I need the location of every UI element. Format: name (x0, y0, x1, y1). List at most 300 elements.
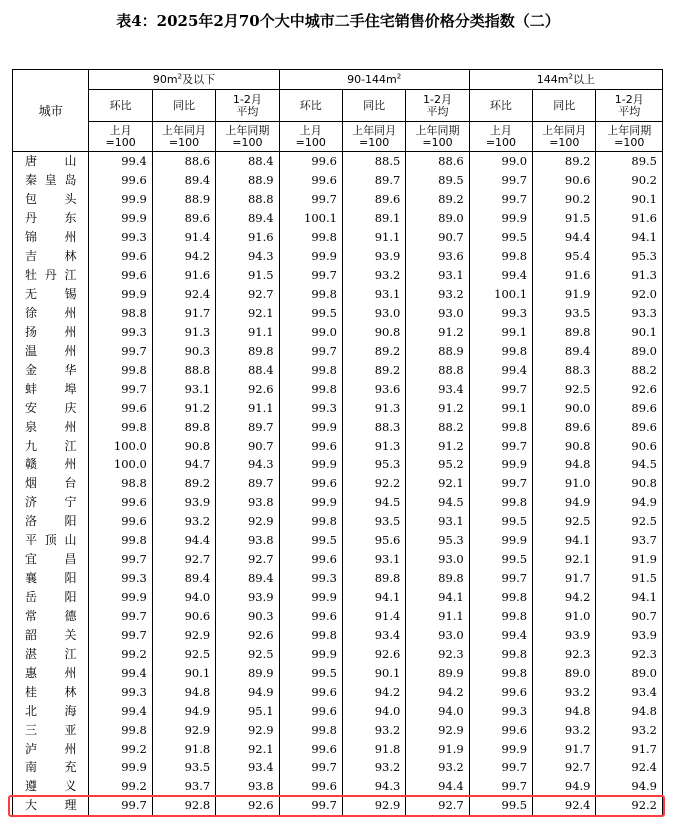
index-value: 91.7 (533, 739, 596, 758)
index-value: 95.3 (342, 455, 405, 474)
table-row (13, 304, 663, 323)
index-value: 90.7 (596, 607, 663, 626)
index-value: 89.1 (342, 209, 405, 228)
index-value: 99.7 (469, 436, 532, 455)
index-value: 99.8 (89, 417, 152, 436)
index-value: 99.8 (279, 379, 342, 398)
city-name: 徐州 (13, 304, 89, 323)
index-value: 99.6 (279, 701, 342, 720)
index-value: 99.9 (279, 455, 342, 474)
index-value: 93.4 (342, 625, 405, 644)
index-value: 94.1 (406, 588, 469, 607)
index-value: 99.9 (89, 190, 152, 209)
subheader-mom: 环比 (279, 90, 342, 122)
index-value: 92.4 (596, 758, 663, 777)
index-value: 90.1 (596, 322, 663, 341)
index-value: 89.0 (596, 663, 663, 682)
city-name: 北海 (13, 701, 89, 720)
index-value: 94.2 (152, 247, 215, 266)
subheader-yoy: 同比 (533, 90, 596, 122)
index-value: 94.1 (342, 588, 405, 607)
city-name: 烟台 (13, 474, 89, 493)
index-value: 99.5 (469, 796, 532, 815)
index-value: 99.9 (469, 455, 532, 474)
index-value: 92.2 (596, 796, 663, 815)
table-row (13, 550, 663, 569)
index-value: 91.8 (342, 739, 405, 758)
table-row (13, 436, 663, 455)
index-value: 98.8 (89, 474, 152, 493)
index-value: 94.5 (406, 493, 469, 512)
index-value: 92.3 (533, 644, 596, 663)
index-value: 93.9 (342, 247, 405, 266)
index-value: 93.0 (406, 625, 469, 644)
index-value: 99.6 (279, 474, 342, 493)
index-value: 99.3 (469, 701, 532, 720)
index-value: 88.5 (342, 152, 405, 171)
index-value: 93.5 (342, 512, 405, 531)
subheader-mom: 环比 (469, 90, 532, 122)
unit-header-avg: 上年同期 =100 (406, 122, 469, 152)
index-value: 98.8 (89, 304, 152, 323)
index-value: 91.7 (533, 569, 596, 588)
index-value: 93.5 (152, 758, 215, 777)
index-value: 90.7 (216, 436, 279, 455)
index-value: 99.4 (469, 625, 532, 644)
unit-header-mom: 上月 =100 (279, 122, 342, 152)
city-name: 岳阳 (13, 588, 89, 607)
city-name: 牡丹江 (13, 266, 89, 285)
table-row (13, 625, 663, 644)
index-value: 94.2 (533, 588, 596, 607)
index-value: 93.4 (596, 682, 663, 701)
index-value: 94.3 (216, 247, 279, 266)
index-value: 99.6 (279, 152, 342, 171)
table-row (13, 682, 663, 701)
table-row (13, 285, 663, 304)
table-row (13, 701, 663, 720)
table-row (13, 417, 663, 436)
index-value: 100.0 (89, 436, 152, 455)
index-value: 94.4 (152, 531, 215, 550)
index-value: 99.3 (89, 569, 152, 588)
subheader-mom: 环比 (89, 90, 152, 122)
index-value: 92.4 (533, 796, 596, 815)
index-value: 99.8 (279, 720, 342, 739)
city-name: 唐山 (13, 152, 89, 171)
index-value: 99.7 (469, 171, 532, 190)
index-value: 89.2 (152, 474, 215, 493)
index-value: 99.9 (89, 209, 152, 228)
city-name: 大理 (13, 796, 89, 815)
index-value: 90.3 (216, 607, 279, 626)
index-value: 93.7 (596, 531, 663, 550)
index-value: 91.9 (406, 739, 469, 758)
index-value: 99.8 (279, 512, 342, 531)
index-value: 92.1 (216, 304, 279, 323)
city-name: 丹东 (13, 209, 89, 228)
index-value: 88.3 (533, 360, 596, 379)
table-row (13, 758, 663, 777)
index-value: 92.3 (596, 644, 663, 663)
index-value: 93.0 (406, 550, 469, 569)
index-value: 93.1 (342, 550, 405, 569)
index-value: 92.9 (216, 720, 279, 739)
index-value: 99.7 (279, 758, 342, 777)
table-row (13, 474, 663, 493)
city-name: 泉州 (13, 417, 89, 436)
index-value: 99.2 (89, 739, 152, 758)
unit-header-mom: 上月 =100 (89, 122, 152, 152)
index-value: 99.8 (469, 607, 532, 626)
index-value: 94.9 (596, 493, 663, 512)
unit-header-yoy: 上年同月 =100 (152, 122, 215, 152)
index-value: 89.8 (216, 341, 279, 360)
index-value: 89.4 (216, 209, 279, 228)
index-value: 94.5 (342, 493, 405, 512)
index-value: 99.9 (469, 531, 532, 550)
table-row (13, 720, 663, 739)
index-value: 92.6 (342, 644, 405, 663)
index-value: 89.6 (152, 209, 215, 228)
index-value: 99.7 (469, 569, 532, 588)
index-value: 94.8 (596, 701, 663, 720)
index-value: 99.1 (469, 398, 532, 417)
index-value: 94.8 (533, 701, 596, 720)
group-header-over144: $144m^2$以上 (469, 70, 662, 90)
index-value: 91.1 (216, 322, 279, 341)
index-value: 89.2 (406, 190, 469, 209)
city-name: 包头 (13, 190, 89, 209)
index-value: 92.1 (533, 550, 596, 569)
index-value: 99.6 (279, 739, 342, 758)
table-row (13, 588, 663, 607)
index-value: 99.2 (89, 777, 152, 796)
index-value: 93.7 (152, 777, 215, 796)
index-value: 94.9 (533, 493, 596, 512)
index-value: 99.6 (469, 682, 532, 701)
index-value: 89.9 (216, 663, 279, 682)
subheader-yoy: 同比 (152, 90, 215, 122)
table-row (13, 209, 663, 228)
index-value: 99.5 (469, 228, 532, 247)
index-value: 99.5 (279, 663, 342, 682)
city-name: 温州 (13, 341, 89, 360)
city-name: 九江 (13, 436, 89, 455)
index-value: 91.1 (216, 398, 279, 417)
index-value: 100.0 (89, 455, 152, 474)
index-value: 91.2 (406, 398, 469, 417)
index-value: 88.9 (216, 171, 279, 190)
index-value: 89.6 (596, 417, 663, 436)
index-value: 89.4 (533, 341, 596, 360)
group-header-under90: $90m^2$及以下 (89, 70, 279, 90)
city-name: 无锡 (13, 285, 89, 304)
index-value: 91.9 (533, 285, 596, 304)
index-value: 94.1 (596, 588, 663, 607)
index-value: 89.8 (342, 569, 405, 588)
index-value: 92.6 (596, 379, 663, 398)
index-value: 92.0 (596, 285, 663, 304)
index-value: 92.9 (152, 625, 215, 644)
city-name: 三亚 (13, 720, 89, 739)
city-name: 泸州 (13, 739, 89, 758)
city-name: 锦州 (13, 228, 89, 247)
index-value: 94.0 (406, 701, 469, 720)
table-row (13, 190, 663, 209)
index-value: 91.2 (406, 322, 469, 341)
index-value: 88.4 (216, 360, 279, 379)
city-name: 赣州 (13, 455, 89, 474)
index-value: 93.0 (342, 304, 405, 323)
index-value: 92.3 (406, 644, 469, 663)
table-row (13, 398, 663, 417)
table-row (13, 796, 663, 815)
index-value: 99.3 (89, 682, 152, 701)
index-value: 99.6 (279, 171, 342, 190)
index-value: 91.4 (342, 607, 405, 626)
city-column-header: 城市 (13, 70, 89, 152)
index-value: 99.3 (89, 322, 152, 341)
index-value: 99.9 (279, 644, 342, 663)
index-value: 94.7 (152, 455, 215, 474)
index-value: 91.2 (152, 398, 215, 417)
table-row (13, 569, 663, 588)
city-name: 济宁 (13, 493, 89, 512)
index-value: 93.9 (216, 588, 279, 607)
table-row (13, 531, 663, 550)
index-value: 99.8 (89, 720, 152, 739)
index-value: 89.8 (152, 417, 215, 436)
table-row (13, 266, 663, 285)
index-value: 92.8 (152, 796, 215, 815)
table-row (13, 379, 663, 398)
index-value: 90.8 (596, 474, 663, 493)
subheader-avg: 1-2月 平均 (406, 90, 469, 122)
index-value: 92.9 (342, 796, 405, 815)
index-value: 89.6 (596, 398, 663, 417)
index-value: 90.8 (152, 436, 215, 455)
index-value: 99.6 (279, 607, 342, 626)
index-value: 99.6 (469, 720, 532, 739)
table-title: 表4：2025年2月70个大中城市二手住宅销售价格分类指数（二） (116, 12, 560, 30)
table-row (13, 493, 663, 512)
city-name: 吉林 (13, 247, 89, 266)
index-value: 92.2 (342, 474, 405, 493)
index-value: 92.9 (216, 512, 279, 531)
index-value: 92.7 (216, 285, 279, 304)
index-value: 93.2 (342, 720, 405, 739)
index-value: 89.5 (406, 171, 469, 190)
index-value: 92.6 (216, 625, 279, 644)
index-value: 99.5 (279, 531, 342, 550)
index-value: 92.5 (152, 644, 215, 663)
index-value: 88.9 (152, 190, 215, 209)
index-value: 99.6 (89, 247, 152, 266)
city-name: 桂林 (13, 682, 89, 701)
index-value: 94.2 (342, 682, 405, 701)
index-value: 100.1 (279, 209, 342, 228)
subheader-yoy: 同比 (342, 90, 405, 122)
index-value: 92.7 (216, 550, 279, 569)
index-value: 99.9 (469, 209, 532, 228)
index-value: 95.3 (406, 531, 469, 550)
index-value: 99.4 (469, 360, 532, 379)
index-value: 92.5 (533, 379, 596, 398)
index-value: 93.3 (596, 304, 663, 323)
index-value: 93.2 (533, 682, 596, 701)
index-value: 94.9 (216, 682, 279, 701)
index-value: 99.7 (279, 341, 342, 360)
index-value: 92.1 (406, 474, 469, 493)
index-value: 99.6 (89, 266, 152, 285)
index-value: 91.1 (406, 607, 469, 626)
index-value: 99.9 (279, 247, 342, 266)
table-header (13, 70, 663, 152)
index-value: 92.7 (152, 550, 215, 569)
index-value: 93.0 (406, 304, 469, 323)
index-value: 99.4 (469, 266, 532, 285)
index-value: 99.3 (469, 304, 532, 323)
index-value: 91.6 (533, 266, 596, 285)
index-value: 99.5 (469, 512, 532, 531)
index-value: 88.8 (216, 190, 279, 209)
index-value: 91.6 (596, 209, 663, 228)
index-value: 91.3 (596, 266, 663, 285)
city-name: 洛阳 (13, 512, 89, 531)
index-value: 89.0 (406, 209, 469, 228)
index-value: 99.7 (469, 758, 532, 777)
index-value: 89.8 (406, 569, 469, 588)
index-value: 99.5 (279, 304, 342, 323)
index-value: 91.5 (596, 569, 663, 588)
table-row (13, 341, 663, 360)
index-value: 99.8 (279, 285, 342, 304)
city-name: 秦皇岛 (13, 171, 89, 190)
index-value: 90.0 (533, 398, 596, 417)
index-value: 99.7 (89, 607, 152, 626)
unit-header-yoy: 上年同月 =100 (533, 122, 596, 152)
index-value: 90.6 (152, 607, 215, 626)
index-value: 90.2 (596, 171, 663, 190)
index-value: 90.8 (533, 436, 596, 455)
index-value: 99.3 (279, 398, 342, 417)
index-value: 91.1 (342, 228, 405, 247)
index-value: 99.9 (279, 588, 342, 607)
city-name: 韶关 (13, 625, 89, 644)
index-value: 99.7 (279, 266, 342, 285)
index-value: 94.9 (533, 777, 596, 796)
index-value: 92.1 (216, 739, 279, 758)
index-value: 94.4 (406, 777, 469, 796)
city-name: 襄阳 (13, 569, 89, 588)
index-value: 99.7 (89, 341, 152, 360)
city-name: 安庆 (13, 398, 89, 417)
index-value: 99.9 (469, 739, 532, 758)
group-header-90-144: $90-144m^2$ (279, 70, 469, 90)
index-value: 88.6 (406, 152, 469, 171)
index-value: 89.6 (342, 190, 405, 209)
index-value: 99.4 (89, 152, 152, 171)
index-value: 89.2 (533, 152, 596, 171)
index-value: 93.2 (596, 720, 663, 739)
index-value: 99.8 (469, 247, 532, 266)
index-value: 99.0 (469, 152, 532, 171)
index-value: 99.1 (469, 322, 532, 341)
index-value: 90.3 (152, 341, 215, 360)
index-value: 99.7 (89, 379, 152, 398)
index-value: 99.6 (89, 398, 152, 417)
index-value: 92.5 (216, 644, 279, 663)
subheader-avg: 1-2月 平均 (596, 90, 663, 122)
index-value: 99.4 (89, 663, 152, 682)
table-row (13, 739, 663, 758)
index-value: 99.6 (279, 777, 342, 796)
index-value: 94.9 (596, 777, 663, 796)
index-value: 94.3 (342, 777, 405, 796)
index-value: 93.2 (342, 758, 405, 777)
index-value: 99.7 (89, 796, 152, 815)
index-value: 89.4 (216, 569, 279, 588)
index-value: 91.7 (596, 739, 663, 758)
index-value: 94.9 (152, 701, 215, 720)
index-value: 94.8 (152, 682, 215, 701)
index-value: 88.4 (216, 152, 279, 171)
index-value: 93.2 (406, 285, 469, 304)
index-value: 93.1 (406, 266, 469, 285)
index-value: 93.2 (533, 720, 596, 739)
index-value: 99.3 (89, 228, 152, 247)
index-value: 93.5 (533, 304, 596, 323)
index-value: 93.1 (152, 379, 215, 398)
index-value: 92.9 (406, 720, 469, 739)
index-value: 94.3 (216, 455, 279, 474)
index-value: 92.6 (216, 796, 279, 815)
index-value: 93.2 (152, 512, 215, 531)
index-value: 99.8 (469, 644, 532, 663)
index-value: 99.8 (469, 663, 532, 682)
index-value: 99.4 (89, 701, 152, 720)
index-value: 94.2 (406, 682, 469, 701)
index-value: 94.0 (152, 588, 215, 607)
index-value: 95.4 (533, 247, 596, 266)
index-value: 89.9 (406, 663, 469, 682)
city-name: 遵义 (13, 777, 89, 796)
index-value: 99.9 (279, 417, 342, 436)
index-value: 99.6 (279, 550, 342, 569)
index-value: 93.4 (406, 379, 469, 398)
city-name: 惠州 (13, 663, 89, 682)
index-value: 92.6 (216, 379, 279, 398)
city-name: 常德 (13, 607, 89, 626)
index-value: 89.7 (216, 474, 279, 493)
index-value: 99.7 (279, 796, 342, 815)
index-value: 88.2 (406, 417, 469, 436)
index-value: 99.8 (469, 417, 532, 436)
table-row (13, 152, 663, 171)
index-value: 93.4 (216, 758, 279, 777)
index-value: 99.6 (89, 493, 152, 512)
index-value: 100.1 (469, 285, 532, 304)
city-name: 湛江 (13, 644, 89, 663)
index-value: 94.1 (596, 228, 663, 247)
index-value: 89.2 (342, 341, 405, 360)
index-value: 91.5 (216, 266, 279, 285)
index-value: 90.1 (152, 663, 215, 682)
index-value: 94.0 (342, 701, 405, 720)
index-value: 93.9 (152, 493, 215, 512)
index-value: 91.3 (342, 436, 405, 455)
